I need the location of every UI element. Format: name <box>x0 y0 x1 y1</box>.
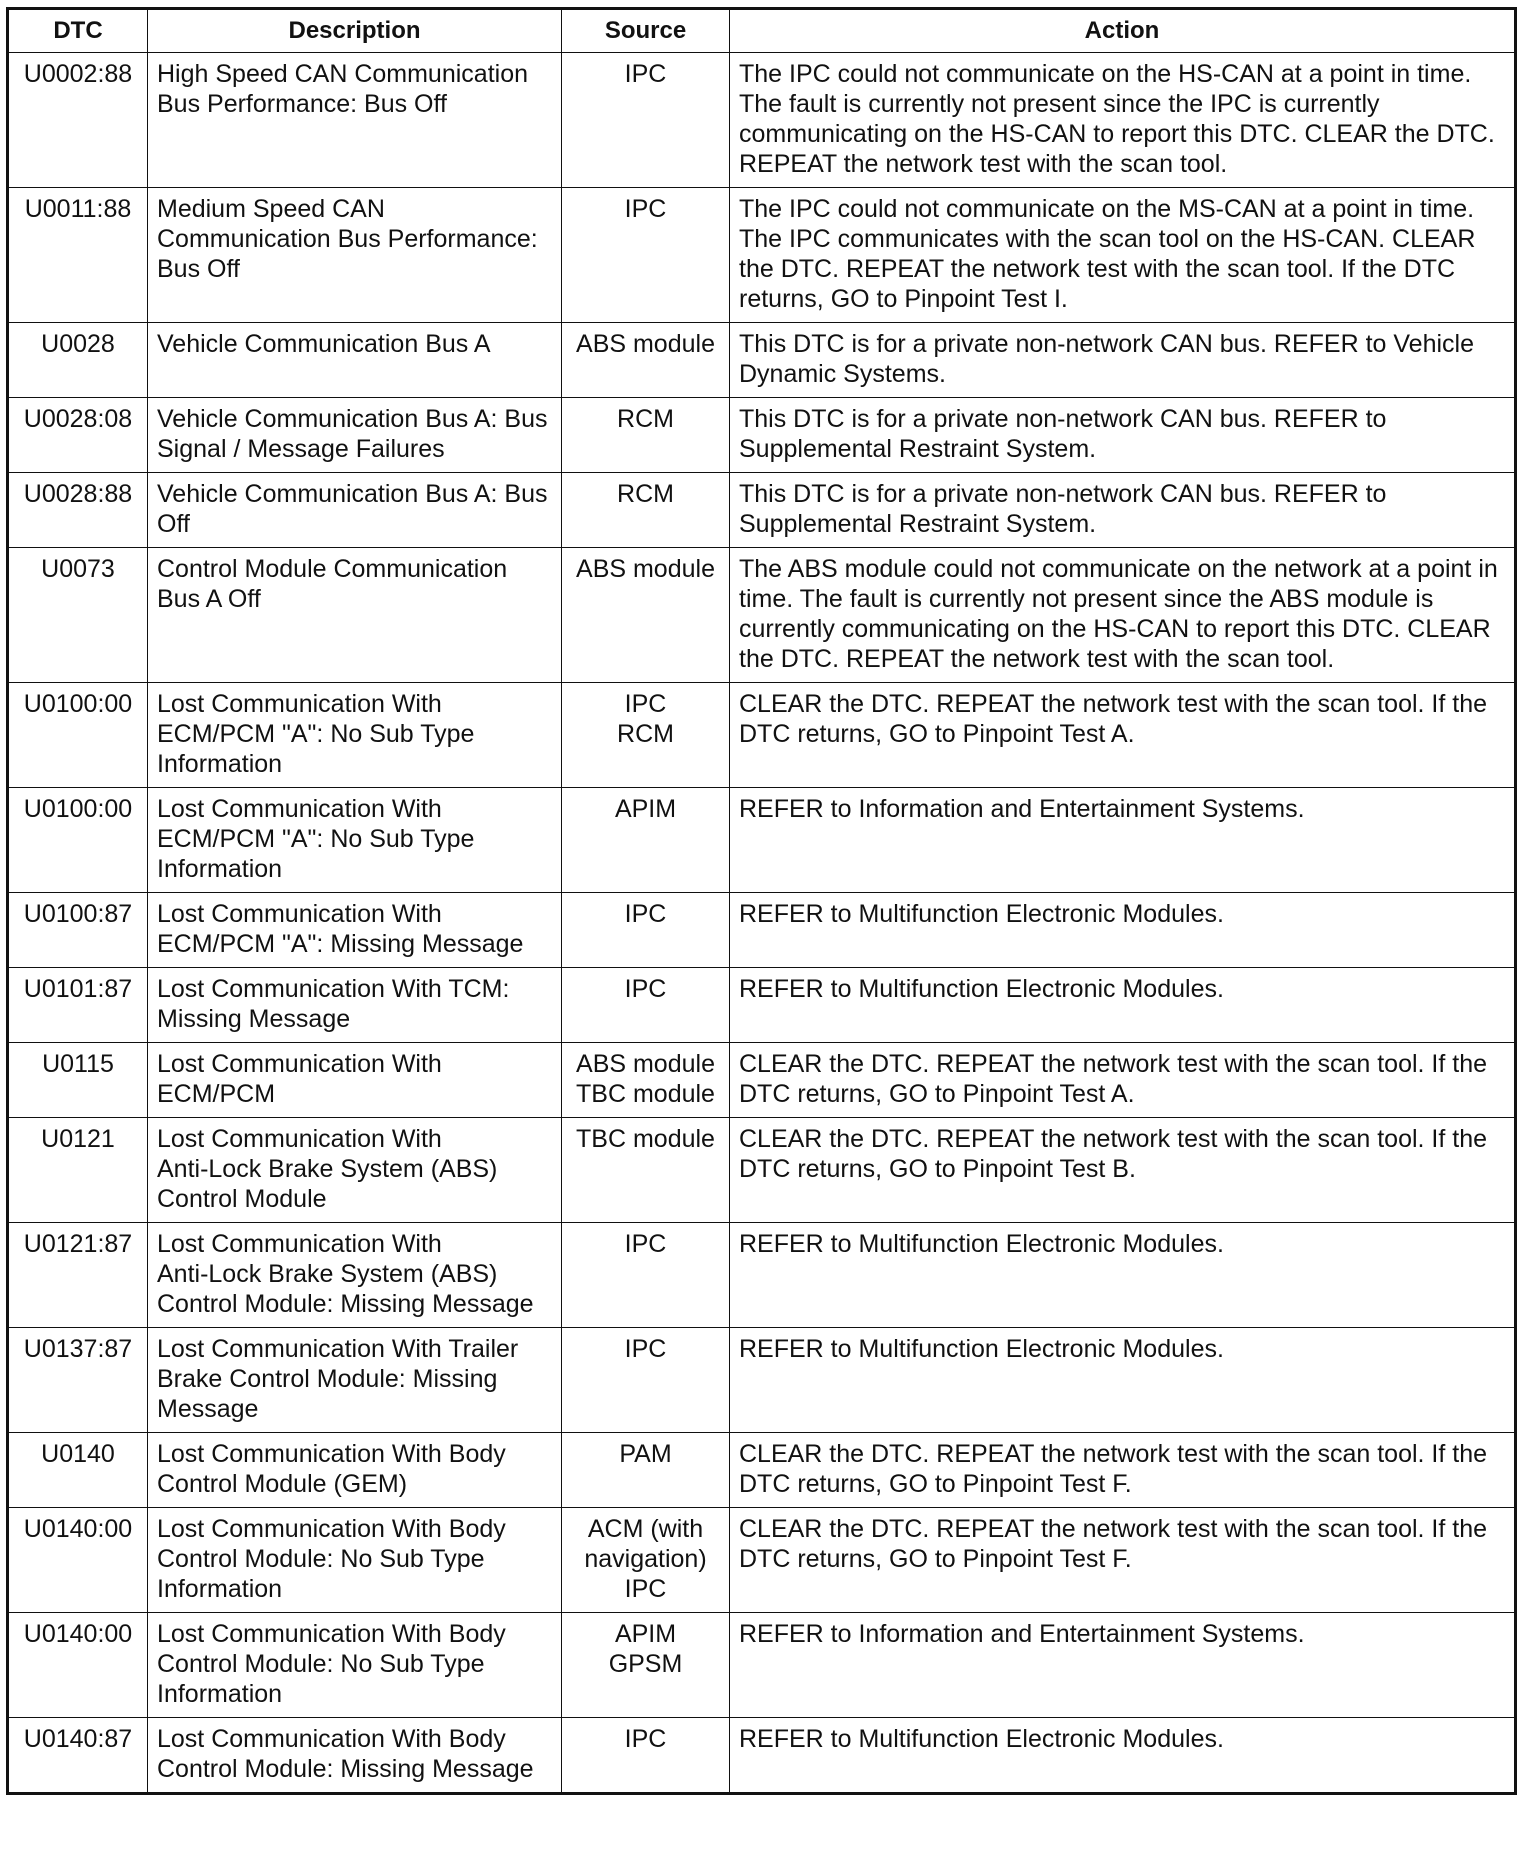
table-row <box>8 53 1516 188</box>
dtc-description-line: Signal / Message Failures <box>157 435 445 463</box>
dtc-action-line: CLEAR the DTC. REPEAT the network test with the scan tool. If the <box>739 1125 1488 1153</box>
dtc-action-line: REFER to Multifunction Electronic Modules. <box>739 900 1224 928</box>
table-row <box>8 473 1516 548</box>
dtc-source <box>562 1718 730 1794</box>
dtc-source <box>562 188 730 323</box>
dtc-description-line: Lost Communication With Body <box>157 1440 506 1468</box>
dtc-description-line: Lost Communication With <box>157 1125 442 1153</box>
table-row <box>8 683 1516 788</box>
dtc-code: U0121 <box>8 1118 148 1223</box>
dtc-code: U0100:00 <box>8 683 148 788</box>
dtc-code: U0100:87 <box>8 893 148 968</box>
dtc-source-line: IPC <box>624 1335 667 1363</box>
dtc-source <box>562 1328 730 1433</box>
dtc-action-line: Supplemental Restraint System. <box>739 510 1097 538</box>
table-row <box>8 1223 1516 1328</box>
dtc-action-line: currently communicating on the HS-CAN to report this DTC. CLEAR <box>739 615 1491 643</box>
dtc-description-line: Brake Control Module: Missing <box>157 1365 498 1393</box>
dtc-source <box>562 53 730 188</box>
table-row <box>8 1718 1516 1794</box>
dtc-source <box>562 548 730 683</box>
dtc-source-line: PAM <box>619 1440 672 1468</box>
table-row <box>8 1433 1516 1508</box>
dtc-description-line: ECM/PCM "A": Missing Message <box>157 930 524 958</box>
dtc-description <box>148 1718 562 1794</box>
dtc-description-line: Lost Communication With Body <box>157 1515 506 1543</box>
dtc-description-line: Communication Bus Performance: <box>157 225 538 253</box>
dtc-source-line: RCM <box>617 720 674 748</box>
dtc-description-line: Lost Communication With TCM: <box>157 975 510 1003</box>
dtc-description <box>148 1043 562 1118</box>
table-row <box>8 1118 1516 1223</box>
dtc-source <box>562 1613 730 1718</box>
dtc-description-line: Bus Off <box>157 255 240 283</box>
dtc-description-line: High Speed CAN Communication <box>157 60 529 88</box>
dtc-action-line: REFER to Information and Entertainment Systems. <box>739 795 1305 823</box>
dtc-description-line: Lost Communication With <box>157 900 442 928</box>
dtc-action <box>730 188 1516 323</box>
dtc-action <box>730 683 1516 788</box>
table-row <box>8 1043 1516 1118</box>
table-row <box>8 893 1516 968</box>
dtc-action-line: the DTC. REPEAT the network test with the scan tool. <box>739 645 1335 673</box>
dtc-action-line: CLEAR the DTC. REPEAT the network test with the scan tool. If the <box>739 1440 1488 1468</box>
dtc-code: U0121:87 <box>8 1223 148 1328</box>
dtc-source-line: navigation) <box>584 1545 707 1573</box>
dtc-description-line: Lost Communication With <box>157 690 442 718</box>
dtc-source <box>562 893 730 968</box>
dtc-code: U0137:87 <box>8 1328 148 1433</box>
dtc-action-line: returns, GO to Pinpoint Test I. <box>739 285 1068 313</box>
dtc-source <box>562 788 730 893</box>
dtc-description <box>148 893 562 968</box>
dtc-source-line: GPSM <box>608 1650 683 1678</box>
dtc-description <box>148 53 562 188</box>
dtc-action <box>730 1613 1516 1718</box>
table-row <box>8 323 1516 398</box>
dtc-description <box>148 968 562 1043</box>
dtc-source <box>562 683 730 788</box>
dtc-description-line: Lost Communication With <box>157 795 442 823</box>
dtc-description-line: Control Module Communication <box>157 555 508 583</box>
dtc-source-line: IPC <box>624 900 667 928</box>
dtc-action-line: REFER to Multifunction Electronic Modules. <box>739 975 1224 1003</box>
dtc-action-line: DTC returns, GO to Pinpoint Test A. <box>739 1080 1135 1108</box>
dtc-action-line: The ABS module could not communicate on the network at a point in <box>739 555 1498 583</box>
dtc-action-line: CLEAR the DTC. REPEAT the network test with the scan tool. If the <box>739 1515 1488 1543</box>
dtc-action-line: CLEAR the DTC. REPEAT the network test with the scan tool. If the <box>739 690 1488 718</box>
table-header <box>8 9 1516 53</box>
dtc-description <box>148 188 562 323</box>
header-dtc: DTC <box>8 9 148 53</box>
dtc-action <box>730 1043 1516 1118</box>
dtc-source <box>562 1433 730 1508</box>
dtc-description-line: Missing Message <box>157 1005 351 1033</box>
dtc-action-line: DTC returns, GO to Pinpoint Test B. <box>739 1155 1136 1183</box>
dtc-action-line: DTC returns, GO to Pinpoint Test F. <box>739 1470 1132 1498</box>
dtc-action <box>730 473 1516 548</box>
dtc-table <box>6 7 1517 1795</box>
header-action: Action <box>730 9 1516 53</box>
dtc-description <box>148 1223 562 1328</box>
dtc-description-line: Anti-Lock Brake System (ABS) <box>157 1260 498 1288</box>
dtc-action <box>730 893 1516 968</box>
dtc-description-line: Information <box>157 1680 283 1708</box>
dtc-action <box>730 968 1516 1043</box>
dtc-source-line: TBC module <box>576 1125 715 1153</box>
dtc-source-line: IPC <box>624 60 667 88</box>
dtc-description-line: ECM/PCM "A": No Sub Type <box>157 825 475 853</box>
table-row <box>8 1613 1516 1718</box>
dtc-source-line: APIM <box>614 795 677 823</box>
dtc-action <box>730 53 1516 188</box>
dtc-description-line: Off <box>157 510 190 538</box>
dtc-description <box>148 548 562 683</box>
dtc-code: U0028:08 <box>8 398 148 473</box>
header-description: Description <box>148 9 562 53</box>
dtc-description-line: Medium Speed CAN <box>157 195 385 223</box>
dtc-action <box>730 1508 1516 1613</box>
dtc-action-line: CLEAR the DTC. REPEAT the network test with the scan tool. If the <box>739 1050 1488 1078</box>
dtc-source-line: IPC <box>624 975 667 1003</box>
dtc-action <box>730 788 1516 893</box>
dtc-description-line: Lost Communication With <box>157 1230 442 1258</box>
dtc-description <box>148 1433 562 1508</box>
dtc-code: U0140:00 <box>8 1508 148 1613</box>
dtc-code: U0140 <box>8 1433 148 1508</box>
dtc-code: U0028 <box>8 323 148 398</box>
table-row <box>8 188 1516 323</box>
dtc-source <box>562 323 730 398</box>
dtc-action <box>730 1118 1516 1223</box>
dtc-source <box>562 968 730 1043</box>
dtc-action-line: The fault is currently not present since the IPC is currently <box>739 90 1380 118</box>
dtc-description-line: Information <box>157 855 283 883</box>
dtc-description <box>148 788 562 893</box>
dtc-action-line: time. The fault is currently not present since the ABS module is <box>739 585 1434 613</box>
dtc-description <box>148 683 562 788</box>
dtc-description-line: Vehicle Communication Bus A: Bus <box>157 405 548 433</box>
dtc-description <box>148 1508 562 1613</box>
dtc-source-line: IPC <box>624 690 667 718</box>
dtc-action-line: This DTC is for a private non-network CAN bus. REFER to <box>739 405 1387 433</box>
dtc-code: U0028:88 <box>8 473 148 548</box>
dtc-source <box>562 1223 730 1328</box>
dtc-source <box>562 1118 730 1223</box>
dtc-source-line: ABS module <box>576 555 715 583</box>
dtc-action-line: DTC returns, GO to Pinpoint Test F. <box>739 1545 1132 1573</box>
dtc-source-line: ABS module <box>576 330 715 358</box>
dtc-source-line: ABS module <box>576 1050 715 1078</box>
dtc-description-line: Message <box>157 1395 259 1423</box>
dtc-action <box>730 1433 1516 1508</box>
dtc-description-line: Lost Communication With <box>157 1050 442 1078</box>
dtc-action <box>730 1223 1516 1328</box>
dtc-description-line: Lost Communication With Body <box>157 1725 506 1753</box>
table-row <box>8 548 1516 683</box>
dtc-code: U0115 <box>8 1043 148 1118</box>
dtc-description <box>148 1613 562 1718</box>
dtc-source-line: IPC <box>624 1230 667 1258</box>
dtc-source <box>562 398 730 473</box>
dtc-action-line: The IPC communicates with the scan tool on the HS-CAN. CLEAR <box>739 225 1476 253</box>
header-row <box>8 9 1516 53</box>
dtc-source-line: TBC module <box>576 1080 715 1108</box>
dtc-action-line: REFER to Multifunction Electronic Modules. <box>739 1230 1224 1258</box>
dtc-description-line: Control Module: Missing Message <box>157 1755 534 1783</box>
dtc-action-line: The IPC could not communicate on the MS-CAN at a point in time. <box>739 195 1475 223</box>
dtc-description-line: Vehicle Communication Bus A <box>157 330 491 358</box>
dtc-description <box>148 398 562 473</box>
dtc-source-line: IPC <box>624 195 667 223</box>
dtc-description-line: Bus A Off <box>157 585 261 613</box>
dtc-description-line: Control Module: Missing Message <box>157 1290 534 1318</box>
dtc-description <box>148 1328 562 1433</box>
dtc-description-line: Information <box>157 750 283 778</box>
dtc-description-line: ECM/PCM <box>157 1080 276 1108</box>
dtc-action-line: DTC returns, GO to Pinpoint Test A. <box>739 720 1135 748</box>
table-row <box>8 1508 1516 1613</box>
dtc-action <box>730 1718 1516 1794</box>
dtc-action-line: the DTC. REPEAT the network test with the scan tool. If the DTC <box>739 255 1456 283</box>
dtc-action-line: communicating on the HS-CAN to report this DTC. CLEAR the DTC. <box>739 120 1495 148</box>
table-body <box>8 53 1516 1794</box>
dtc-description-line: Information <box>157 1575 283 1603</box>
dtc-action <box>730 398 1516 473</box>
dtc-description-line: Anti-Lock Brake System (ABS) <box>157 1155 498 1183</box>
dtc-source <box>562 1508 730 1613</box>
dtc-action <box>730 323 1516 398</box>
dtc-source-line: IPC <box>624 1725 667 1753</box>
dtc-code: U0011:88 <box>8 188 148 323</box>
dtc-description <box>148 323 562 398</box>
dtc-source <box>562 1043 730 1118</box>
dtc-code: U0140:87 <box>8 1718 148 1794</box>
dtc-description-line: Vehicle Communication Bus A: Bus <box>157 480 548 508</box>
dtc-description <box>148 473 562 548</box>
dtc-description-line: Bus Performance: Bus Off <box>157 90 447 118</box>
dtc-action-line: Supplemental Restraint System. <box>739 435 1097 463</box>
dtc-action <box>730 548 1516 683</box>
dtc-source-line: APIM <box>614 1620 677 1648</box>
dtc-description-line: Control Module: No Sub Type <box>157 1650 485 1678</box>
dtc-code: U0002:88 <box>8 53 148 188</box>
header-source: Source <box>562 9 730 53</box>
dtc-code: U0100:00 <box>8 788 148 893</box>
dtc-source-line: ACM (with <box>587 1515 704 1543</box>
dtc-source <box>562 473 730 548</box>
dtc-action-line: This DTC is for a private non-network CAN bus. REFER to Vehicle <box>739 330 1474 358</box>
dtc-action-line: This DTC is for a private non-network CAN bus. REFER to <box>739 480 1387 508</box>
dtc-source-line: RCM <box>617 480 674 508</box>
dtc-description-line: Control Module <box>157 1185 327 1213</box>
dtc-code: U0073 <box>8 548 148 683</box>
table-row <box>8 788 1516 893</box>
dtc-action-line: REFER to Information and Entertainment Systems. <box>739 1620 1305 1648</box>
dtc-description-line: Control Module: No Sub Type <box>157 1545 485 1573</box>
dtc-code: U0101:87 <box>8 968 148 1043</box>
table-row <box>8 968 1516 1043</box>
dtc-action <box>730 1328 1516 1433</box>
dtc-action-line: The IPC could not communicate on the HS-CAN at a point in time. <box>739 60 1472 88</box>
dtc-source-line: RCM <box>617 405 674 433</box>
dtc-description <box>148 1118 562 1223</box>
dtc-source-line: IPC <box>624 1575 667 1603</box>
table-row <box>8 398 1516 473</box>
table-row <box>8 1328 1516 1433</box>
dtc-description-line: ECM/PCM "A": No Sub Type <box>157 720 475 748</box>
dtc-description-line: Control Module (GEM) <box>157 1470 408 1498</box>
dtc-description-line: Lost Communication With Body <box>157 1620 506 1648</box>
dtc-action-line: REFER to Multifunction Electronic Modules. <box>739 1725 1224 1753</box>
dtc-action-line: Dynamic Systems. <box>739 360 946 388</box>
dtc-description-line: Lost Communication With Trailer <box>157 1335 519 1363</box>
dtc-action-line: REPEAT the network test with the scan tool. <box>739 150 1228 178</box>
dtc-action-line: REFER to Multifunction Electronic Modules. <box>739 1335 1224 1363</box>
dtc-code: U0140:00 <box>8 1613 148 1718</box>
